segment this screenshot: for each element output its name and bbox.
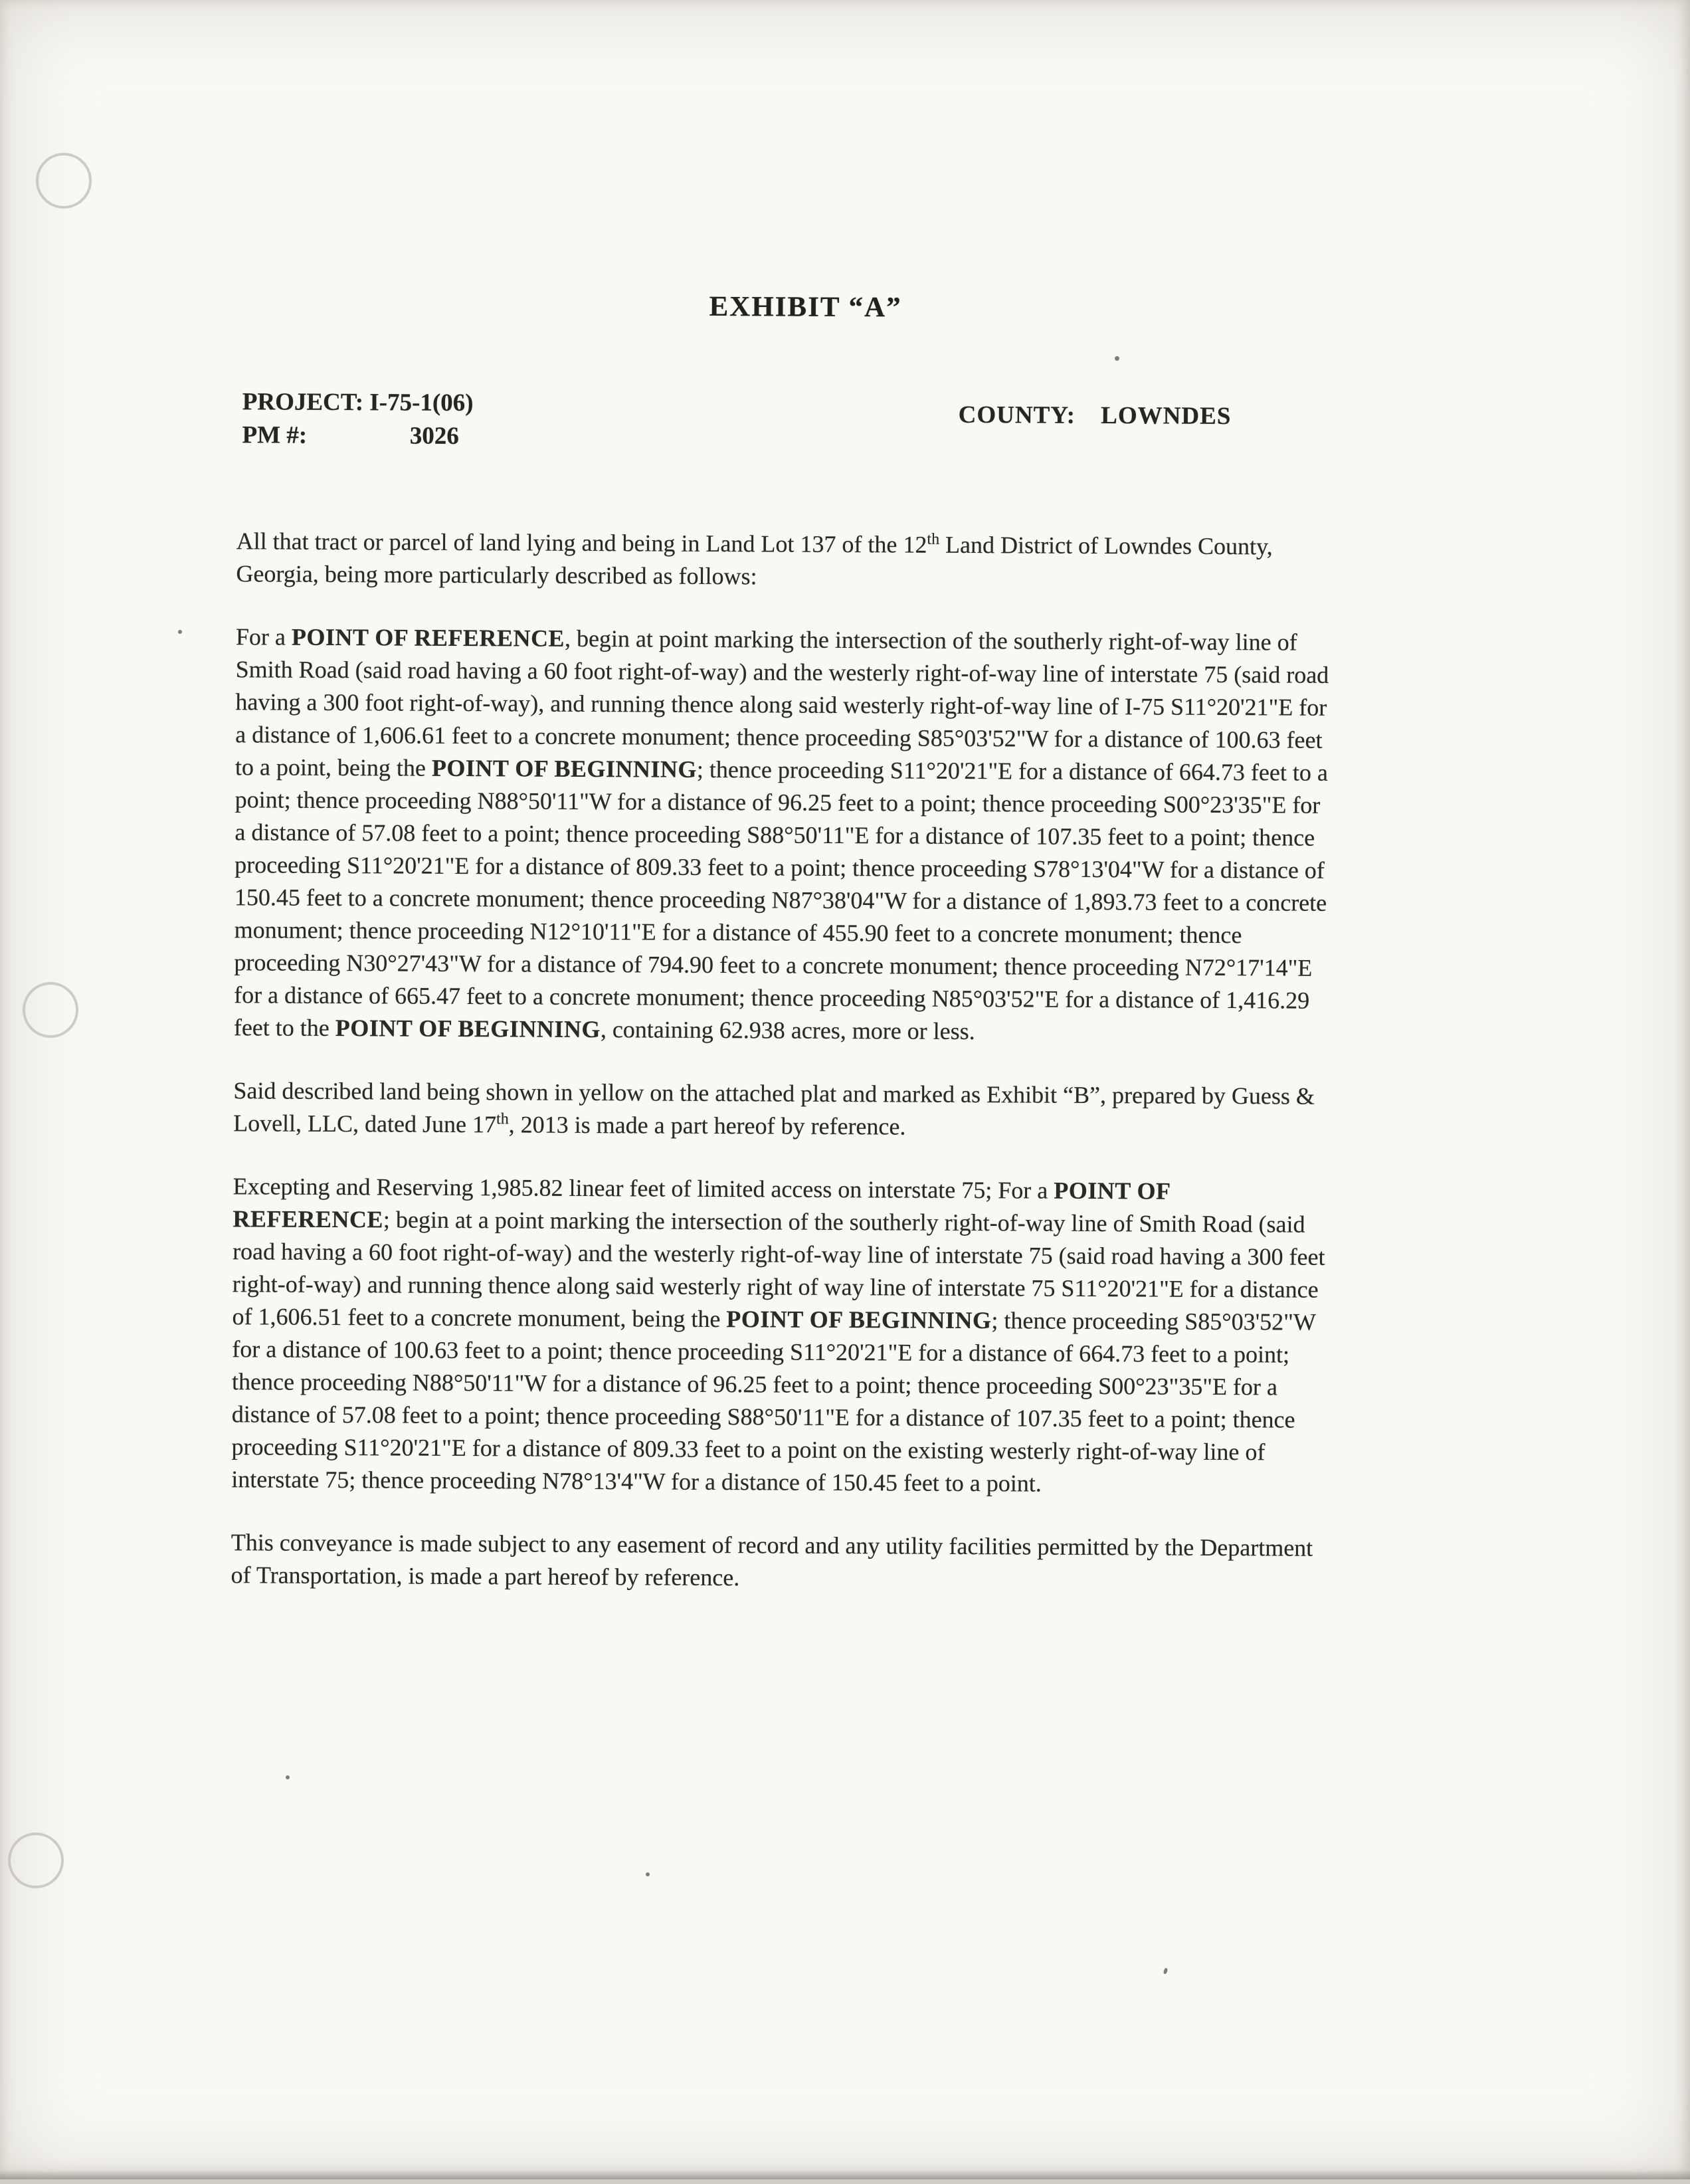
body-text: , begin at point marking the intersection of the southerly right-of-way line of Smith Road (said road having a 60 foot right-of-way) and the westerly right-of-way line of interstate 75 (said road having a 300 foot right-of-way), and running thence along said westerly right-of-way line of I-75 S11°20'21"E for a distance of 1,606.61 feet to a concrete monument; thence proceeding S85°03'52"W for a distance of 100.63 feet to a point, being the <box>235 625 1329 781</box>
pm-label: PM #: <box>242 421 308 449</box>
body-text: ; begin at a point marking the intersection of the southerly right-of-way line of Smith Road (said road having a 60 foot right-of-way) and the westerly right-of-way line of interstate 75 (said road having a 300 feet right-of-way) and running thence along said westerly right of way line of interstate 75 S11°20'21"E for a distance of 1,606.51 feet to a concrete monument, being the <box>232 1206 1325 1333</box>
body-text: , 2013 is made a part hereof by reference. <box>508 1111 906 1140</box>
paragraph <box>236 525 1335 596</box>
body-text: th <box>496 1110 509 1128</box>
body-text: This conveyance is made subject to any easement of record and any utility facilities permitted by the Department of Transportation, is made a part hereof by reference. <box>231 1529 1313 1591</box>
project-label: PROJECT: <box>242 388 364 417</box>
emphasis-text: POINT OF REFERENCE <box>233 1177 1171 1233</box>
body-text: ; thence proceeding S85°03'52"W for a distance of 100.63 feet to a point; thence proceeding S11°20'21"E for a distance of 664.73 feet to a point; thence proceeding N88°50'11"W for a distance of 96.25 feet to a point; thence proceeding S00°23"35"E for a distance of 57.08 feet to a point; thence proceeding S88°50'11"E for a distance of 107.35 feet to a point; thence proceeding S11°20'21"E for a distance of 809.33 feet to a point on the existing westerly right-of-way line of interstate 75; thence proceeding N78°13'4"W for a distance of 150.45 feet to a point. <box>231 1307 1316 1497</box>
project-value: I-75-1(06) <box>369 389 474 417</box>
body-text: th <box>927 530 940 548</box>
project-line <box>242 387 474 417</box>
paragraph <box>231 1526 1330 1597</box>
legal-description-body <box>231 525 1336 1628</box>
page-bottom-shadow <box>0 2170 1690 2179</box>
paragraph <box>233 1074 1333 1145</box>
body-text: , containing 62.938 acres, more or less. <box>600 1016 975 1045</box>
emphasis-text: POINT OF BEGINNING <box>335 1015 601 1043</box>
county-line <box>959 401 1232 431</box>
body-text: Said described land being shown in yellow on the attached plat and marked as Exhibit “B”, prepared by Guess & Lovell, LLC, dated June 17 <box>233 1077 1315 1138</box>
body-text: Land District of Lowndes County, Georgia, being more particularly described as follows: <box>236 531 1273 590</box>
paragraph <box>234 621 1335 1050</box>
body-text: For a <box>235 623 292 650</box>
pm-value: 3026 <box>409 422 459 450</box>
emphasis-text: POINT OF BEGINNING <box>431 754 698 783</box>
paragraph <box>231 1170 1333 1502</box>
county-value: LOWNDES <box>1101 402 1232 431</box>
document-header <box>242 387 1405 450</box>
pm-line <box>242 421 458 450</box>
county-label: COUNTY: <box>958 401 1076 429</box>
body-text: ; thence proceeding S11°20'21"E for a distance of 664.73 feet to a point; thence proceeding N88°50'11"W for a distance of 96.25 feet to a point; thence proceeding S00°23'35"E for a distance of 57.08 feet to a point; thence proceeding S88°50'11"E for a distance of 107.35 feet to a point; thence proceeding S11°20'21"E for a distance of 809.33 feet to a point; thence proceeding S78°13'04"W for a distance of 150.45 feet to a concrete monument; thence proceeding N87°38'04"W for a distance of 1,893.73 feet to a concrete monument; thence proceeding N12°10'11"E for a distance of 455.90 feet to a concrete monument; thence proceeding N30°27'43"W for a distance of 794.90 feet to a concrete monument; thence proceeding N72°17'14"E for a distance of 665.47 feet to a concrete monument; thence proceeding N85°03'52"E for a distance of 1,416.29 feet to the <box>233 755 1328 1042</box>
body-text: All that tract or parcel of land lying and being in Land Lot 137 of the 12 <box>236 528 927 558</box>
emphasis-text: POINT OF BEGINNING <box>726 1306 992 1334</box>
exhibit-title: EXHIBIT “A” <box>709 290 902 324</box>
body-text: Excepting and Reserving 1,985.82 linear feet of limited access on interstate 75; For a <box>233 1173 1054 1204</box>
emphasis-text: POINT OF REFERENCE <box>291 623 565 652</box>
